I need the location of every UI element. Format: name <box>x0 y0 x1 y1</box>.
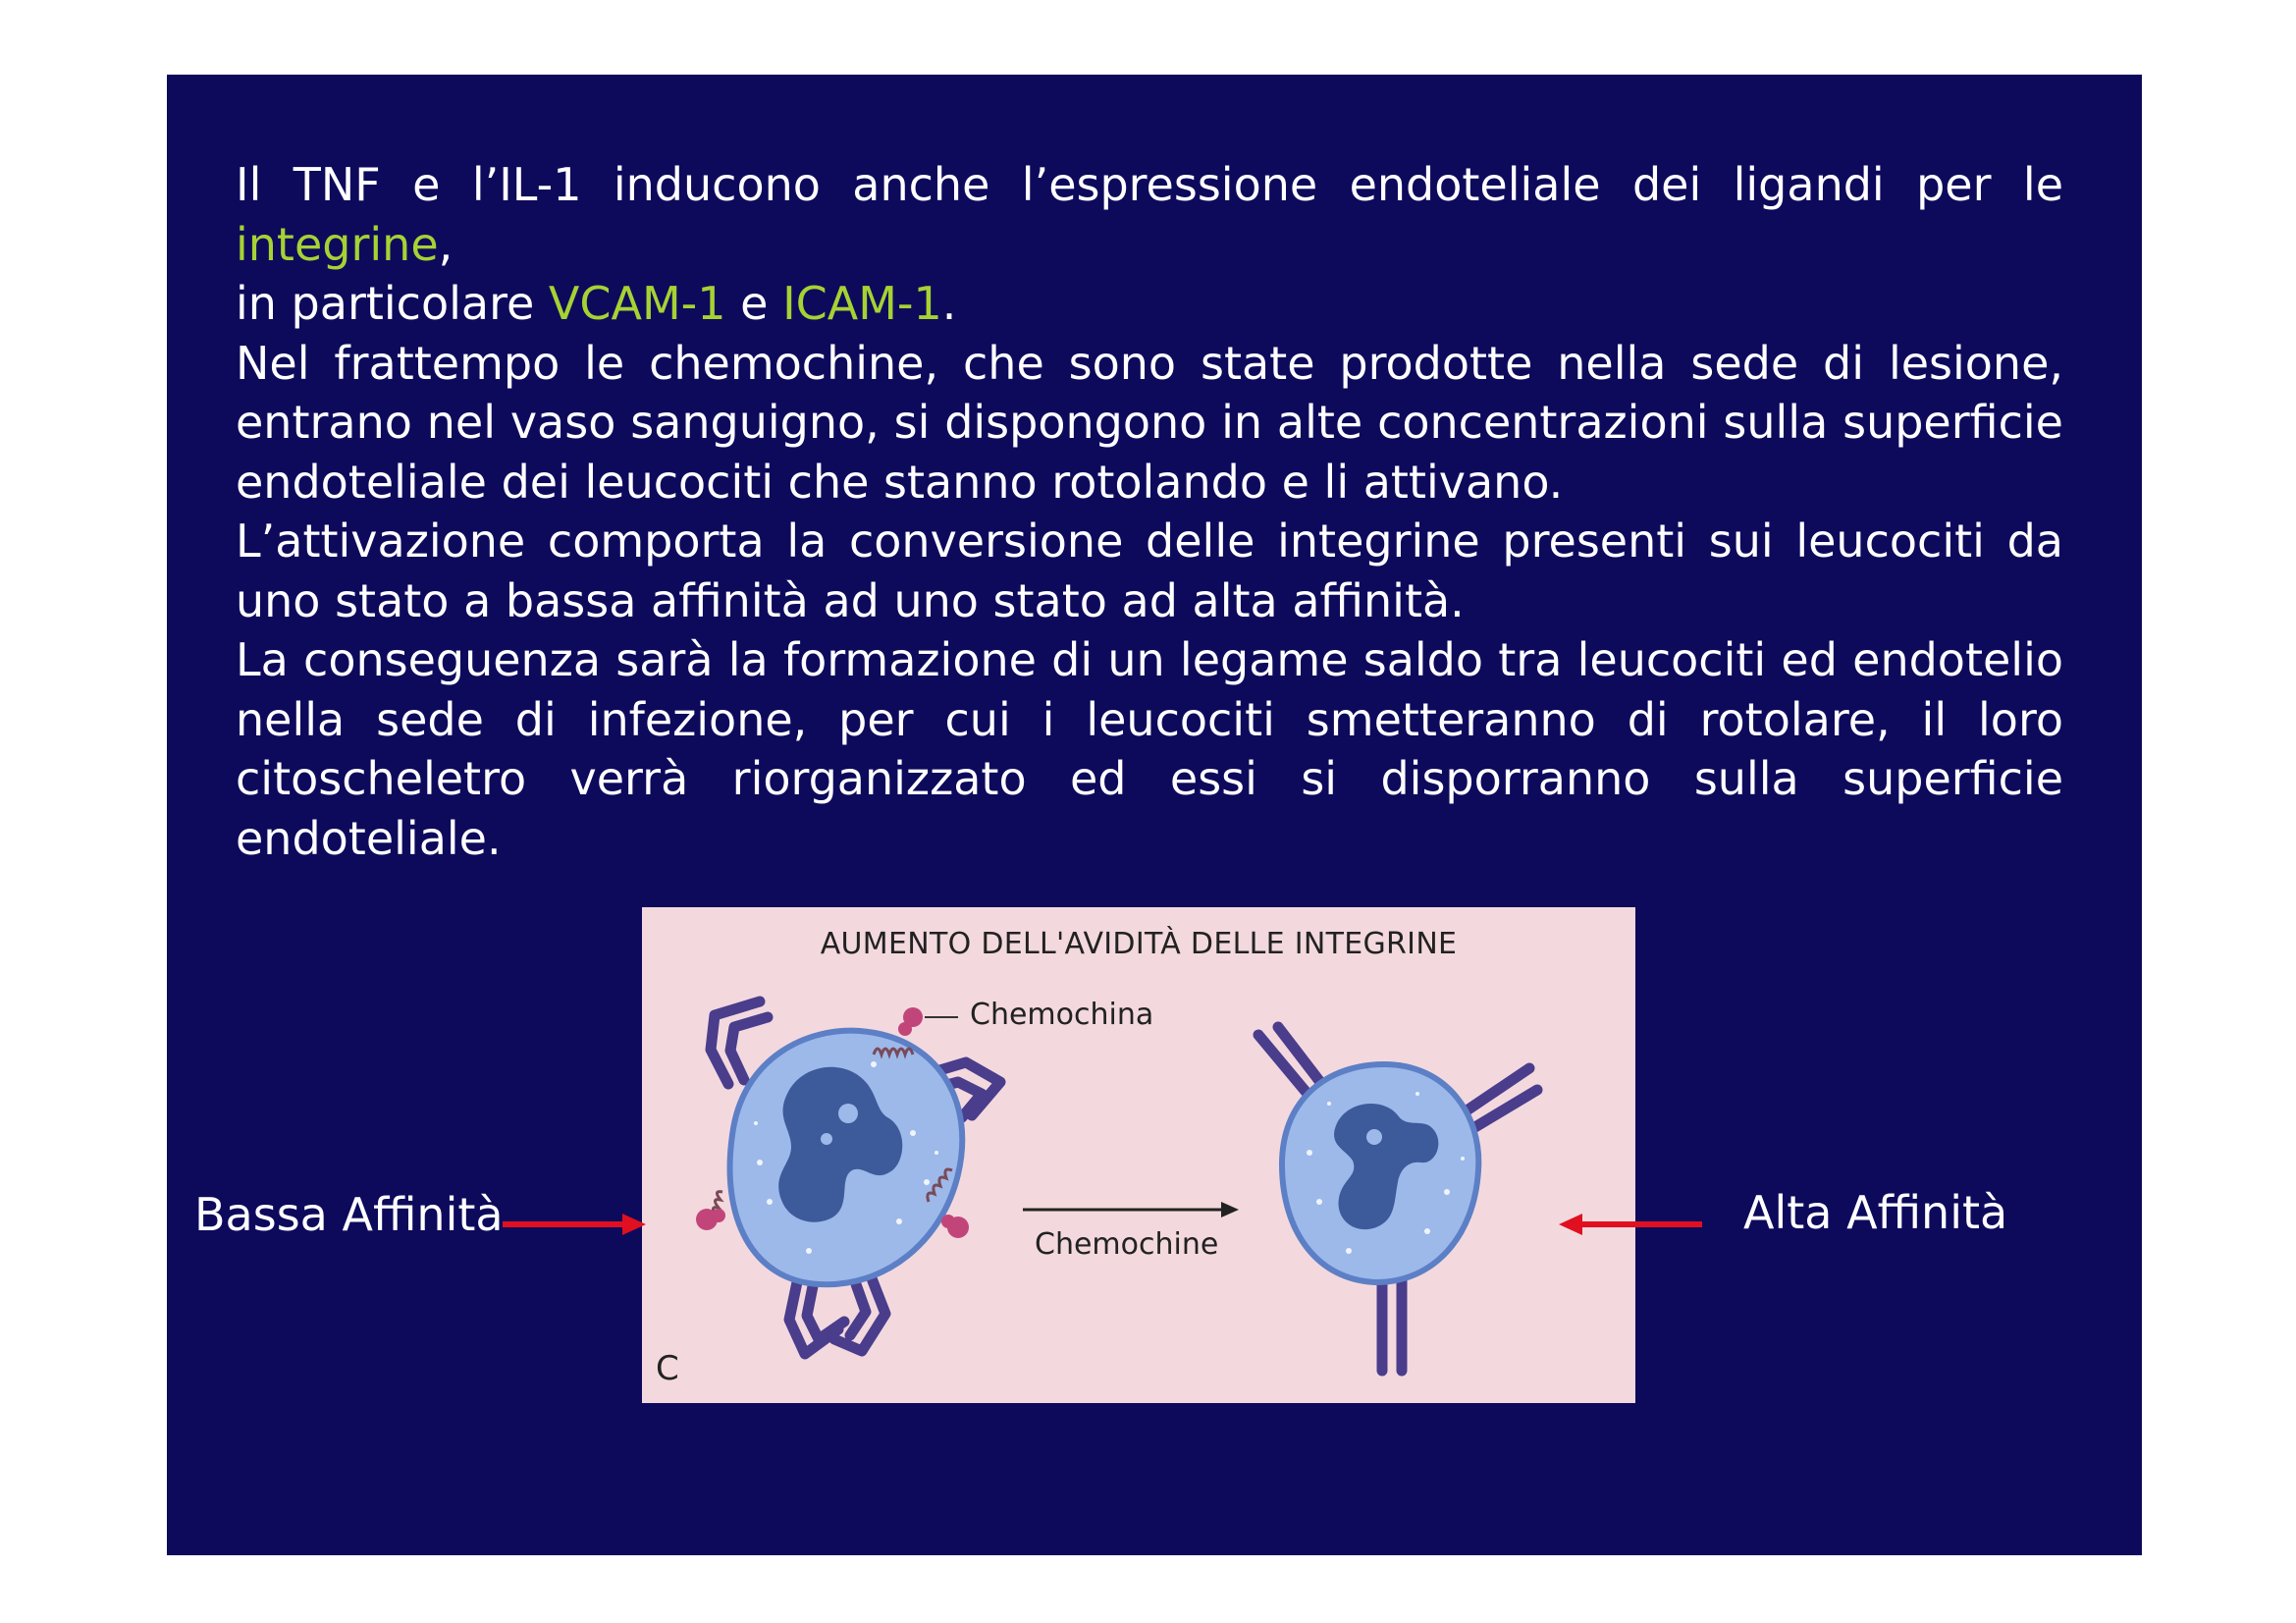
text-run: . <box>941 277 957 330</box>
low-affinity-leukocyte <box>696 1001 1000 1354</box>
highlight-icam1: ICAM-1 <box>782 277 942 330</box>
figure-illustration <box>642 907 1635 1403</box>
paragraph-2: Nel frattempo le chemochine, che sono state prodotte nella sede di lesione, entrano nel vaso sanguigno, si dispongono in alte concentrazioni sulla superficie endoteliale dei leucociti che stanno rotolando e li attivano. <box>236 336 2063 509</box>
low-affinity-label: Bassa Affinità <box>194 1188 504 1241</box>
integrin-avidity-figure <box>642 907 1635 1403</box>
paragraph-4: La conseguenza sarà la formazione di un legame saldo tra leucociti ed endotelio nella sede di infezione, per cui i leucociti smetteranno di rotolare, il loro citoscheletro verrà riorganizzato ed essi si disporranno sulla superficie endoteliale. <box>236 633 2063 865</box>
chemochina-label: Chemochina <box>970 998 1154 1032</box>
paragraph-3: L’attivazione comporta la conversione delle integrine presenti sui leucociti da uno stato a bassa affinità ad uno stato ad alta affinità. <box>236 514 2063 627</box>
text-run: Il TNF e l’IL-1 inducono anche l’espressione endoteliale dei ligandi per le <box>236 158 2063 211</box>
paragraph-1 <box>236 155 2063 334</box>
text-run: in particolare <box>236 277 549 330</box>
high-affinity-pointer-arrow <box>1557 1210 1704 1239</box>
integrin-extended <box>1258 1027 1323 1094</box>
low-affinity-pointer-arrow <box>501 1210 648 1239</box>
high-affinity-label: Alta Affinità <box>1743 1186 2008 1239</box>
high-affinity-leukocyte <box>1258 1027 1537 1371</box>
integrin-extended <box>1382 1280 1402 1371</box>
slide <box>167 75 2142 1555</box>
panel-letter: C <box>656 1349 679 1388</box>
slide-body-text <box>236 155 2063 868</box>
text-run: e <box>725 277 783 330</box>
highlight-vcam1: VCAM-1 <box>548 277 726 330</box>
integrin-bent <box>834 1278 885 1351</box>
text-run: , <box>438 217 454 271</box>
transition-arrow <box>1023 1202 1239 1217</box>
highlight-integrine: integrine <box>236 217 439 271</box>
figure-title: AUMENTO DELL'AVIDITÀ DELLE INTEGRINE <box>820 927 1458 961</box>
chemochine-arrow-label: Chemochine <box>1035 1227 1219 1262</box>
